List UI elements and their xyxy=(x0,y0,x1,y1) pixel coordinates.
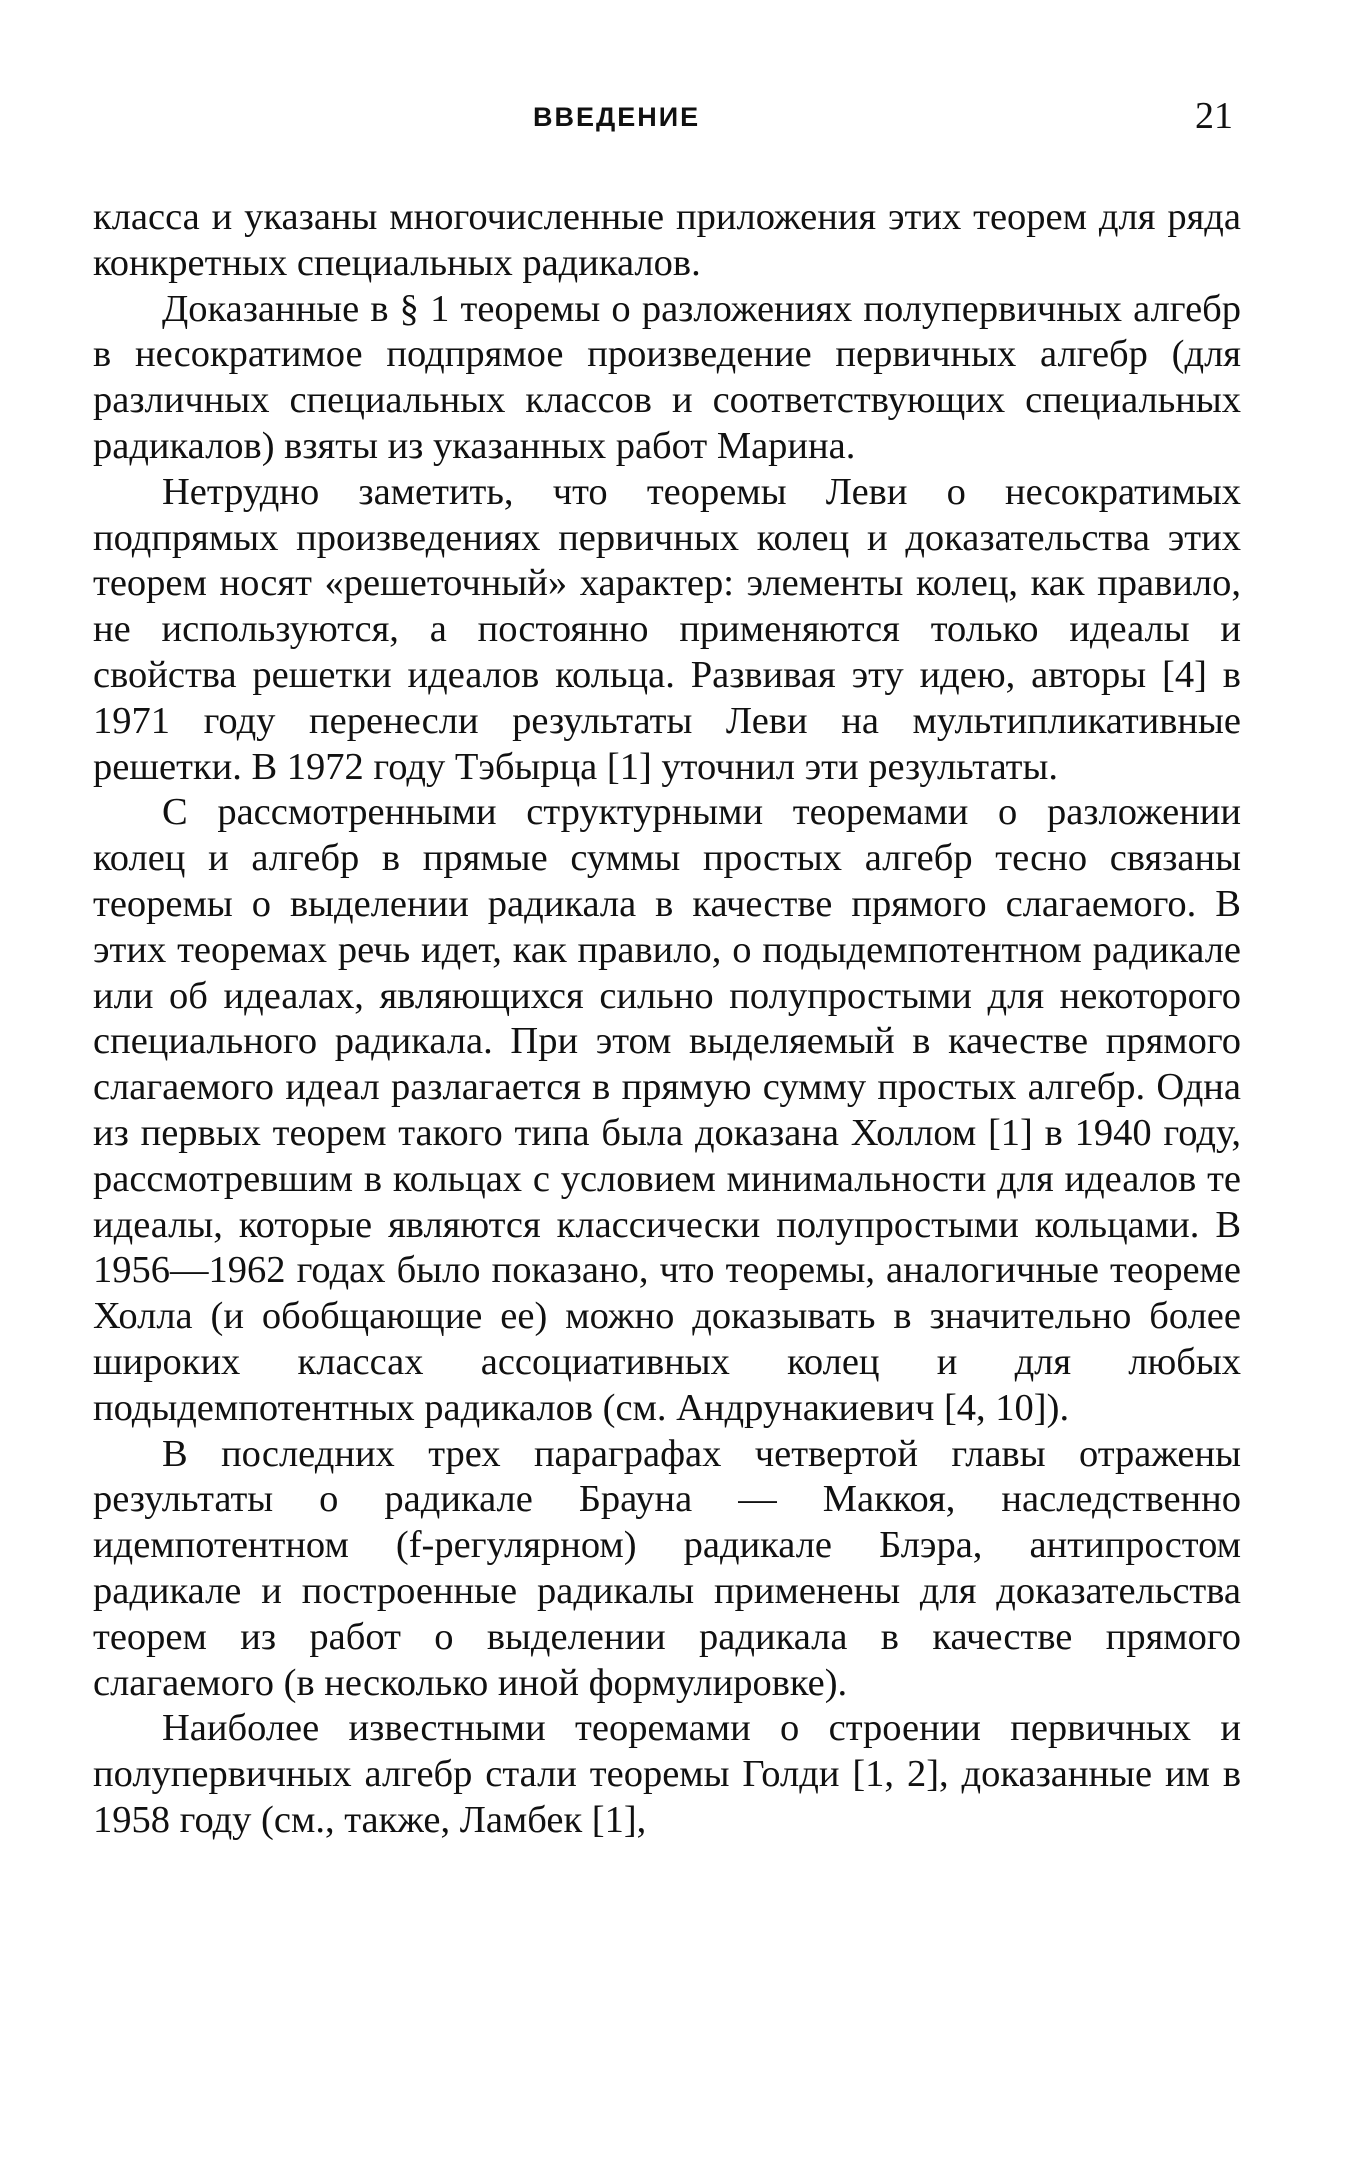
paragraph-1: класса и указаны многочисленные приложения этих теорем для ряда конкретных специальных радикалов. xyxy=(93,196,1241,284)
paragraph-3: Нетрудно заметить, что теоремы Леви о несократимых подпрямых произведениях первичных колец и доказательства этих теорем носят «решеточный» характер: элементы колец, как правило, не используются, а постоянно применяются только идеалы и свойства решетки идеалов кольца. Развивая эту идею, авторы [4] в 1971 году перенесли результаты Леви на мультипликативные решетки. В 1972 году Тэбырца [1] уточнил эти результаты. xyxy=(93,470,1241,788)
running-head xyxy=(0,95,1367,142)
paragraph-6: Наиболее известными теоремами о строении первичных и полупервичных алгебр стали теоремы Голди [1, 2], доказанные им в 1958 году (см., также, Ламбек [1], xyxy=(93,1707,1241,1841)
paragraph-5: В последних трех параграфах четвертой главы отражены результаты о радикале Брауна — Маккоя, наследственно идемпотентном (f-регулярном) радикале Блэра, антипростом радикале и построенные радикалы применены для доказательства теорем из работ о выделении радикала в качестве прямого слагаемого (в несколько иной формулировке). xyxy=(93,1432,1241,1704)
body-text xyxy=(93,195,1241,1844)
paragraph-4: С рассмотренными структурными теоремами о разложении колец и алгебр в прямые суммы простых алгебр тесно связаны теоремы о выделении радикала в качестве прямого слагаемого. В этих теоремах речь идет, как правило, о подыдемпотентном радикале или об идеалах, являющихся сильно полупростыми для некоторого специального радикала. При этом выделяемый в качестве прямого слагаемого идеал разлагается в прямую сумму простых алгебр. Одна из первых теорем такого типа была доказана Холлом [1] в 1940 году, рассмотревшим в кольцах с условием минимальности для идеалов те идеалы, которые являются классически полупростыми кольцами. В 1956—1962 годах было показано, что теоремы, аналогичные теореме Холла (и обобщающие ее) можно доказывать в значительно более широких классах ассоциативных колец и для любых подыдемпотентных радикалов (см. Андрунакиевич [4, 10]). xyxy=(93,791,1241,1429)
paragraph-2: Доказанные в § 1 теоремы о разложениях полупервичных алгебр в несократимое подпрямое произведение первичных алгебр (для различных специальных классов и соответствующих специальных радикалов) взяты из указанных работ Марина. xyxy=(93,287,1241,467)
chapter-title: ВВЕДЕНИЕ xyxy=(533,102,701,132)
page-number: 21 xyxy=(1195,95,1233,137)
